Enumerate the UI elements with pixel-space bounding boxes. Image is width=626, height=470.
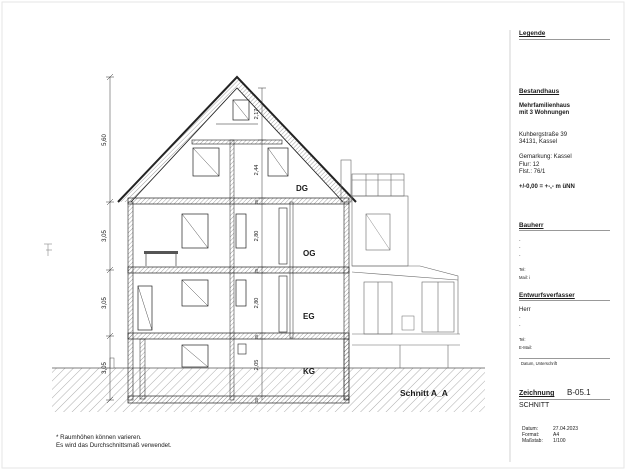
builder-mail: Mail: i	[519, 274, 530, 280]
note-1: * Raumhöhen können varieren.	[56, 434, 142, 441]
floor-label-eg: EG	[303, 312, 315, 321]
dim-inner-1: 2,17	[254, 108, 260, 120]
dim-inner-3: 2,80	[254, 230, 260, 242]
building-section	[118, 77, 356, 403]
drawing-heading-text: Zeichnung	[519, 390, 555, 397]
annex-building	[352, 174, 460, 368]
existing-datum: +/-0,00 = +-,- m üNN	[519, 183, 575, 190]
existing-spacer-5	[519, 177, 575, 184]
format-value: A4	[553, 432, 560, 439]
builder-line-3: -	[519, 252, 521, 258]
dim-inner-slab-4: 25	[254, 397, 259, 403]
drawing-notes	[56, 434, 172, 450]
note-2: Es wird das Durchschnittsmaß verwendet.	[56, 442, 172, 449]
date-label: Datum:	[522, 426, 539, 432]
existing-heading: Bestandhaus	[519, 88, 560, 95]
existing-district: Gemarkung: Kassel	[519, 153, 572, 160]
designer-spacer-2	[519, 329, 575, 336]
scale-label: Maßstab:	[522, 438, 543, 445]
existing-street: Kuhbergstraße 39	[519, 131, 568, 138]
floor-label-dg: DG	[296, 184, 308, 193]
drawing-number: B-05.1	[567, 388, 591, 397]
existing-spacer	[519, 96, 575, 103]
meta-row-scale	[522, 438, 578, 444]
existing-spacer-3	[519, 125, 575, 132]
builder-line-1: -	[519, 237, 521, 243]
existing-flst: Flst.: 76/1	[519, 169, 546, 176]
designer-email: E-Mail:	[519, 344, 533, 350]
date-value: 27.04.2023	[553, 426, 579, 432]
floor-label-og: OG	[303, 249, 316, 258]
drawing-type: SCHNITT	[519, 402, 550, 409]
signature-label: Datum, Unterschrift	[521, 361, 558, 366]
designer-heading: Entwurfsverfasser	[519, 292, 575, 299]
format-label: Format:	[522, 432, 540, 439]
drawing-heading	[519, 390, 554, 398]
dim-inner-slab-2: 25	[254, 268, 259, 274]
builder-spacer-2	[519, 259, 544, 266]
dim-inner-slab-3: 25	[254, 334, 259, 340]
north-arrow	[44, 244, 52, 256]
existing-building-block	[519, 88, 575, 191]
dim-left-1: 5,60	[102, 134, 108, 146]
builder-rule	[519, 230, 610, 231]
dim-inner-slab-1: 25	[254, 199, 259, 205]
legend-rule	[519, 39, 610, 40]
existing-spacer-4	[519, 147, 575, 154]
designer-line-2: -	[519, 322, 521, 328]
designer-tel: Tel:	[519, 337, 526, 343]
legend-heading	[519, 30, 545, 38]
signature-rule	[519, 358, 610, 359]
dim-inner-4: 2,80	[254, 297, 260, 309]
designer-line-1: -	[519, 315, 521, 321]
existing-subtitle-1: Mehrfamilienhaus	[519, 102, 571, 109]
dim-inner-5: 2,05	[254, 359, 260, 371]
builder-heading: Bauherr	[519, 222, 544, 229]
scale-value: 1/100	[553, 438, 566, 445]
existing-spacer-2	[519, 118, 575, 125]
floor-label-kg: KG	[303, 367, 315, 376]
inner-dimension-chain	[258, 88, 266, 400]
existing-flur: Flur: 12	[519, 161, 540, 168]
section-title: Schnitt A_A	[400, 388, 448, 398]
drawing-rule	[519, 399, 610, 400]
dim-left-2: 3,05	[102, 230, 108, 242]
existing-city: 34131, Kassel	[519, 139, 558, 146]
dim-left-4: 3,05	[102, 362, 108, 374]
builder-tel: Tel:	[519, 267, 526, 273]
legend-heading-text: Legende	[519, 30, 546, 37]
ground-hatch	[52, 358, 485, 412]
builder-line-2: -	[519, 245, 521, 251]
dim-left-3: 3,05	[102, 297, 108, 309]
drawing-meta	[522, 426, 578, 445]
designer-rule	[519, 300, 610, 301]
dim-inner-2: 2,44	[254, 164, 260, 176]
designer-name: Herr	[519, 306, 531, 313]
existing-subtitle-2: mit 3 Wohnungen	[519, 110, 570, 117]
